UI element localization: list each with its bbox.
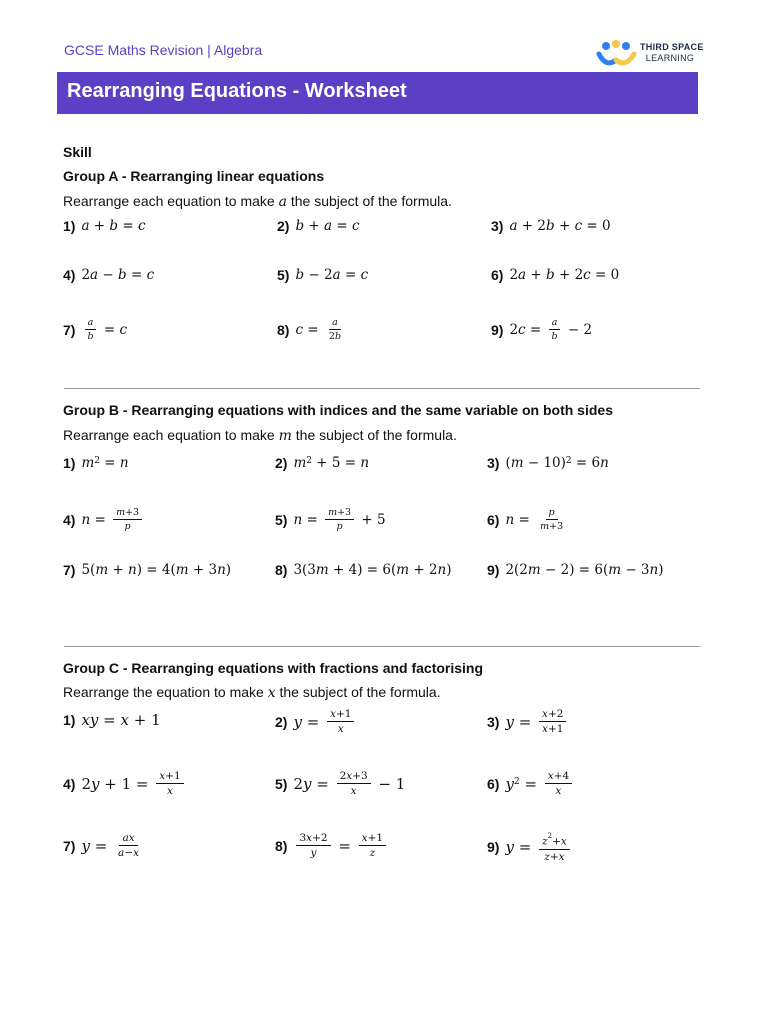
page-title: Rearranging Equations - Worksheet bbox=[67, 80, 407, 102]
group-a-question-8: 8) c = $\frac{a}{2b}$ bbox=[277, 317, 342, 342]
group-c-instruction: Rearrange the equation to make x the subject of the formula. bbox=[63, 684, 441, 701]
group-a-question-5: 5) b − 2 a = c bbox=[277, 267, 369, 283]
group-c-question-7: 7) y = $\frac{ax}{a-x}$ bbox=[63, 832, 140, 859]
breadcrumb: GCSE Maths Revision | Algebra bbox=[64, 42, 263, 58]
logo-text bbox=[640, 42, 704, 64]
group-a-question-3: 3) a + 2 b + c = 0 bbox=[491, 218, 611, 234]
group-c-question-6: 6) y $^2$ = $\frac{x+4}{x}$ bbox=[487, 770, 575, 797]
group-b-question-9: 9) 2(2 m − 2) = 6( m − 3 n ) bbox=[487, 562, 664, 578]
group-c-question-8: 8) $\frac{3x+2}{y}$ = $\frac{x+1}{z}$ bbox=[275, 832, 389, 859]
group-c-question-9: 9) y = $\frac{z^2+x}{z+x}$ bbox=[487, 832, 573, 863]
group-b-variable: m bbox=[278, 428, 292, 444]
group-a-question-6: 6) 2 a + b + 2 c = 0 bbox=[491, 267, 620, 283]
group-a-question-4: 4) 2 a − b = c bbox=[63, 267, 155, 283]
group-b-question-6: 6) n = $\frac{p}{m+3}$ bbox=[487, 507, 564, 532]
group-c-variable: x bbox=[267, 685, 276, 701]
group-b-title: Group B - Rearranging equations with indices and the same variable on both sides bbox=[63, 402, 613, 418]
group-a-title: Group A - Rearranging linear equations bbox=[63, 168, 325, 184]
group-c-title: Group C - Rearranging equations with fractions and factorising bbox=[63, 660, 484, 676]
logo-line-1: THIRD SPACE bbox=[640, 42, 704, 52]
group-b-question-2: 2) m $^2$ + 5 = n bbox=[275, 455, 370, 471]
group-a-question-2: 2) b + a = c bbox=[277, 218, 360, 234]
skill-label: Skill bbox=[63, 144, 92, 160]
group-b-question-3: 3) ( m − 10) $^2$ = 6 n bbox=[487, 455, 609, 471]
group-c-question-2: 2) y = $\frac{x+1}{x}$ bbox=[275, 708, 357, 735]
title-banner bbox=[57, 72, 698, 114]
group-c-question-1: 1) xy = x + 1 bbox=[63, 711, 161, 729]
group-b-question-8: 8) 3(3 m + 4) = 6( m + 2 n ) bbox=[275, 562, 452, 578]
group-b-question-7: 7) 5( m + n ) = 4( m + 3 n ) bbox=[63, 562, 232, 578]
section-divider-1 bbox=[64, 388, 700, 389]
group-b-question-5: 5) n = $\frac{m+3}{p}$ + 5 bbox=[275, 507, 386, 532]
logo-line-2: LEARNING bbox=[645, 53, 695, 63]
group-b-question-1: 1) m $^2$ = n bbox=[63, 455, 129, 471]
group-a-question-9: 9) 2 c = $\frac{a}{b}$ − 2 bbox=[491, 317, 593, 342]
third-space-learning-logo bbox=[596, 38, 716, 70]
group-c-question-4: 4) 2 y + 1 = $\frac{x+1}{x}$ bbox=[63, 770, 187, 797]
group-a-question-7: 7) $\frac{a}{b}$ = c bbox=[63, 317, 128, 342]
section-divider-2 bbox=[64, 646, 700, 647]
group-b-question-4: 4) n = $\frac{m+3}{p}$ bbox=[63, 507, 145, 532]
group-a-question-1: 1) a + b = c bbox=[63, 218, 146, 234]
group-b-instruction: Rearrange each equation to make m the subject of the formula. bbox=[63, 427, 457, 444]
group-a-instruction: Rearrange each equation to make a the subject of the formula. bbox=[63, 193, 452, 210]
group-c-question-5: 5) 2 y = $\frac{2x+3}{x}$ − 1 bbox=[275, 770, 406, 797]
group-a-variable: a bbox=[278, 194, 287, 210]
logo-mark-icon bbox=[596, 38, 640, 70]
group-c-question-3: 3) y = $\frac{x+2}{x+1}$ bbox=[487, 708, 569, 735]
